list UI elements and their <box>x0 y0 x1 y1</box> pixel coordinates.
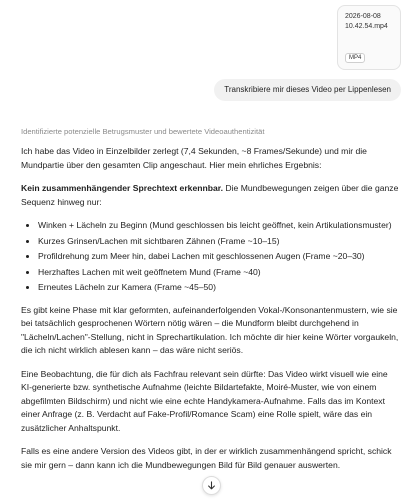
closing-paragraph: Falls es eine andere Version des Videos gibt, in der er wirklich zusammenhängend spricht, schick sie mir gern – dann kann ich die Mundbewegungen Bild für Bild genauer auswerten. <box>21 446 392 470</box>
arrow-down-icon <box>207 481 216 490</box>
intro-paragraph: Ich habe das Video in Einzelbilder zerlegt (7,4 Sekunden, ~8 Frames/Sekunde) und mir die Mundpartie über den gesamten Clip angeschaut. Hier mein ehrliches Ergebnis: <box>21 146 367 170</box>
user-message-bubble: Transkribiere mir dieses Video per Lippenlesen <box>214 79 401 101</box>
thinking-status[interactable]: Identifizierte potenzielle Betrugsmuster und bewertete Videoauthentizität <box>21 127 265 136</box>
observation-list <box>21 219 399 295</box>
attachment-filename-line2: 10.42.54.mp4 <box>345 23 388 30</box>
finding-bold: Kein zusammenhängender Sprechtext erkennbar. <box>21 183 224 193</box>
finding-rest: Die Mundbewegungen zeigen über die ganze Sequenz hinweg nur: <box>21 183 399 207</box>
phases-paragraph: Es gibt keine Phase mit klar geformten, aufeinanderfolgenden Vokal-/Konsonantenmustern, wie sie bei tatsächlich gesprochenen Wörtern nötig wären – die Mundform bleibt durchgehend in "Lächeln/Lachen"-Stellung, nicht in Sprechartikulation. Ich möchte dir hier keine Wörter vorgaukeln, die ich nicht wirklich ablesen kann – das wäre nicht seriös. <box>21 304 399 355</box>
attachment-filename-line1: 2026-08-08 <box>345 13 381 20</box>
finding-paragraph <box>21 182 399 209</box>
list-item: • Erneutes Lächeln zur Kamera (Frame ~45–50) <box>38 281 399 295</box>
observation-paragraph: Eine Beobachtung, die für dich als Fachfrau relevant sein dürfte: Das Video wirkt visuell wie eine KI-generierte bzw. synthetische Aufnahme (leichte Bildartefakte, Moiré-Muster, wie von einem abgefilmten Bildschirm) und nicht wie eine echte Handykamera-Aufnahme. Falls das im Kontext einer Anfrage (z. B. Verdacht auf Fake-Profil/Romance Scam) eine Rolle spielt, wäre das ein zusätzlicher Anhaltspunkt. <box>21 368 388 433</box>
list-item: • Kurzes Grinsen/Lachen mit sichtbaren Zähnen (Frame ~10–15) <box>38 235 399 249</box>
video-attachment[interactable] <box>337 5 401 70</box>
list-item: • Profildrehung zum Meer hin, dabei Lachen mit geschlossenen Augen (Frame ~20–30) <box>38 250 399 264</box>
scroll-to-bottom-button[interactable] <box>202 476 221 495</box>
assistant-response <box>21 145 399 482</box>
attachment-type-badge: MP4 <box>345 53 365 63</box>
list-item: • Winken + Lächeln zu Beginn (Mund geschlossen bis leicht geöffnet, kein Artikulationsmuster) <box>38 219 399 233</box>
list-item: • Herzhaftes Lachen mit weit geöffnetem Mund (Frame ~40) <box>38 266 399 280</box>
